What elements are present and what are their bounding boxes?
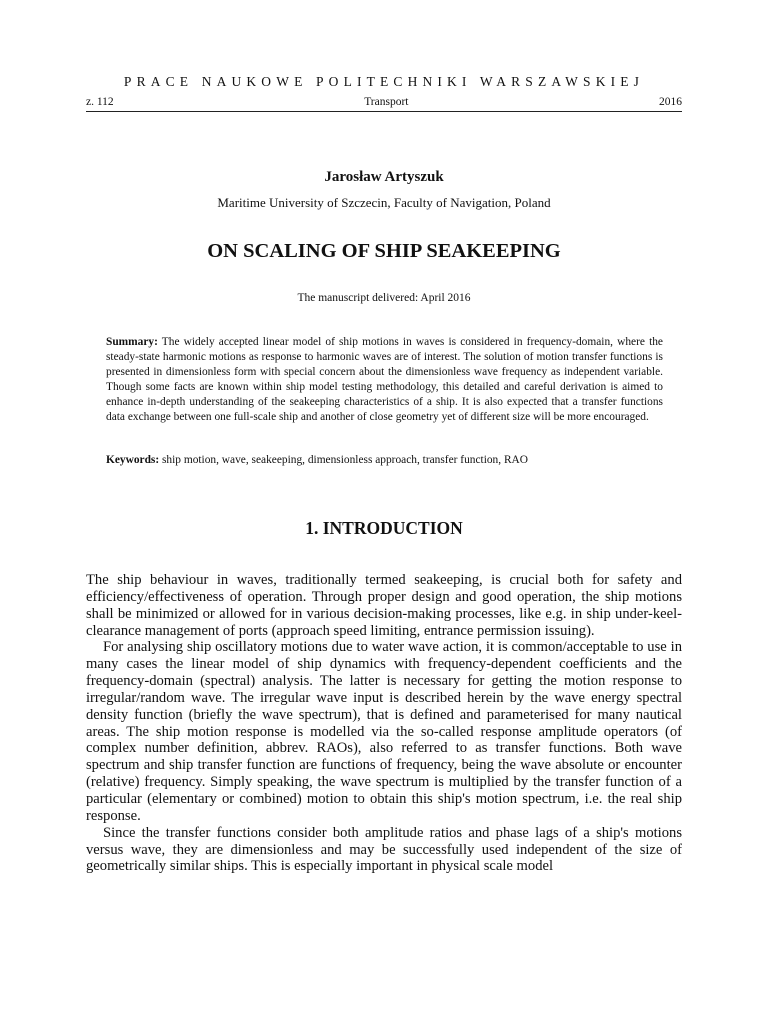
body-text xyxy=(86,572,682,875)
summary-block xyxy=(106,335,663,426)
journal-volume: z. 112 xyxy=(86,96,114,108)
body-paragraph: For analysing ship oscillatory motions due to water wave action, it is common/acceptable to use in many cases the linear model of ship dynamics with frequency-dependent coefficients and the frequency-domain (spectral) analysis. The latter is necessary for getting the motion response to irregular/random wave. The irregular wave input is described herein by the wave energy spectral density function (briefly the wave spectrum), that is defined and parameterised for many nautical areas. The ship motion response is modelled via the so-called response amplitude operators (of complex number definition, abbrev. RAOs), also referred to as transfer functions. Both wave spectrum and ship transfer function are functions of frequency, being the wave absolute or encounter (relative) frequency. Simply speaking, the wave spectrum is multiplied by the transfer function of a particular (elementary or combined) motion to obtain this ship's motion spectrum, i.e. the real ship response. xyxy=(86,639,682,824)
section-heading: 1. INTRODUCTION xyxy=(305,518,463,538)
journal-series: Transport xyxy=(364,96,409,108)
paper-title: ON SCALING OF SHIP SEAKEEPING xyxy=(207,240,561,262)
body-paragraph: The ship behaviour in waves, traditionally termed seakeeping, is crucial both for safety and efficiency/effectiveness of operation. Through proper design and good operation, the ship motions shall be minimized or allowed for in various decision-making processes, like e.g. in ship under-keel-clearance management of ports (approach speed limiting, entrance permission issuing). xyxy=(86,572,682,639)
journal-year: 2016 xyxy=(659,96,682,108)
keywords-block xyxy=(106,453,663,468)
journal-title: PRACE NAUKOWE POLITECHNIKI WARSZAWSKIEJ xyxy=(123,74,645,89)
body-paragraph: Since the transfer functions consider both amplitude ratios and phase lags of a ship's motions versus wave, they are dimensionless and may be successfully used independent of the size of geometrically similar ships. This is especially important in physical scale model xyxy=(86,824,682,875)
manuscript-delivered: The manuscript delivered: April 2016 xyxy=(297,292,471,304)
keywords-label: Keywords: xyxy=(106,454,160,466)
author-affiliation: Maritime University of Szczecin, Faculty of Navigation, Poland xyxy=(217,195,551,210)
keywords-text: ship motion, wave, seakeeping, dimensionless approach, transfer function, RAO xyxy=(159,454,529,466)
author-name: Jarosław Artyszuk xyxy=(324,169,444,185)
summary-text: The widely accepted linear model of ship motions in waves is considered in frequency-domain, where the steady-state harmonic motions as response to harmonic waves are of interest. The solution of motion transfer functions is presented in dimensionless form with special concern about the dimensionless wave frequency as independent variable. Though some facts are known within ship model testing methodology, this detailed and careful derivation is aimed to enhance in-depth understanding of the seakeeping characteristics of a ship. It is also expected that a transfer functions data exchange between one full-scale ship and another of close geometry yet of different size will be more encouraged. xyxy=(106,336,663,424)
journal-meta-row xyxy=(86,96,682,112)
summary-label: Summary: xyxy=(106,336,158,348)
